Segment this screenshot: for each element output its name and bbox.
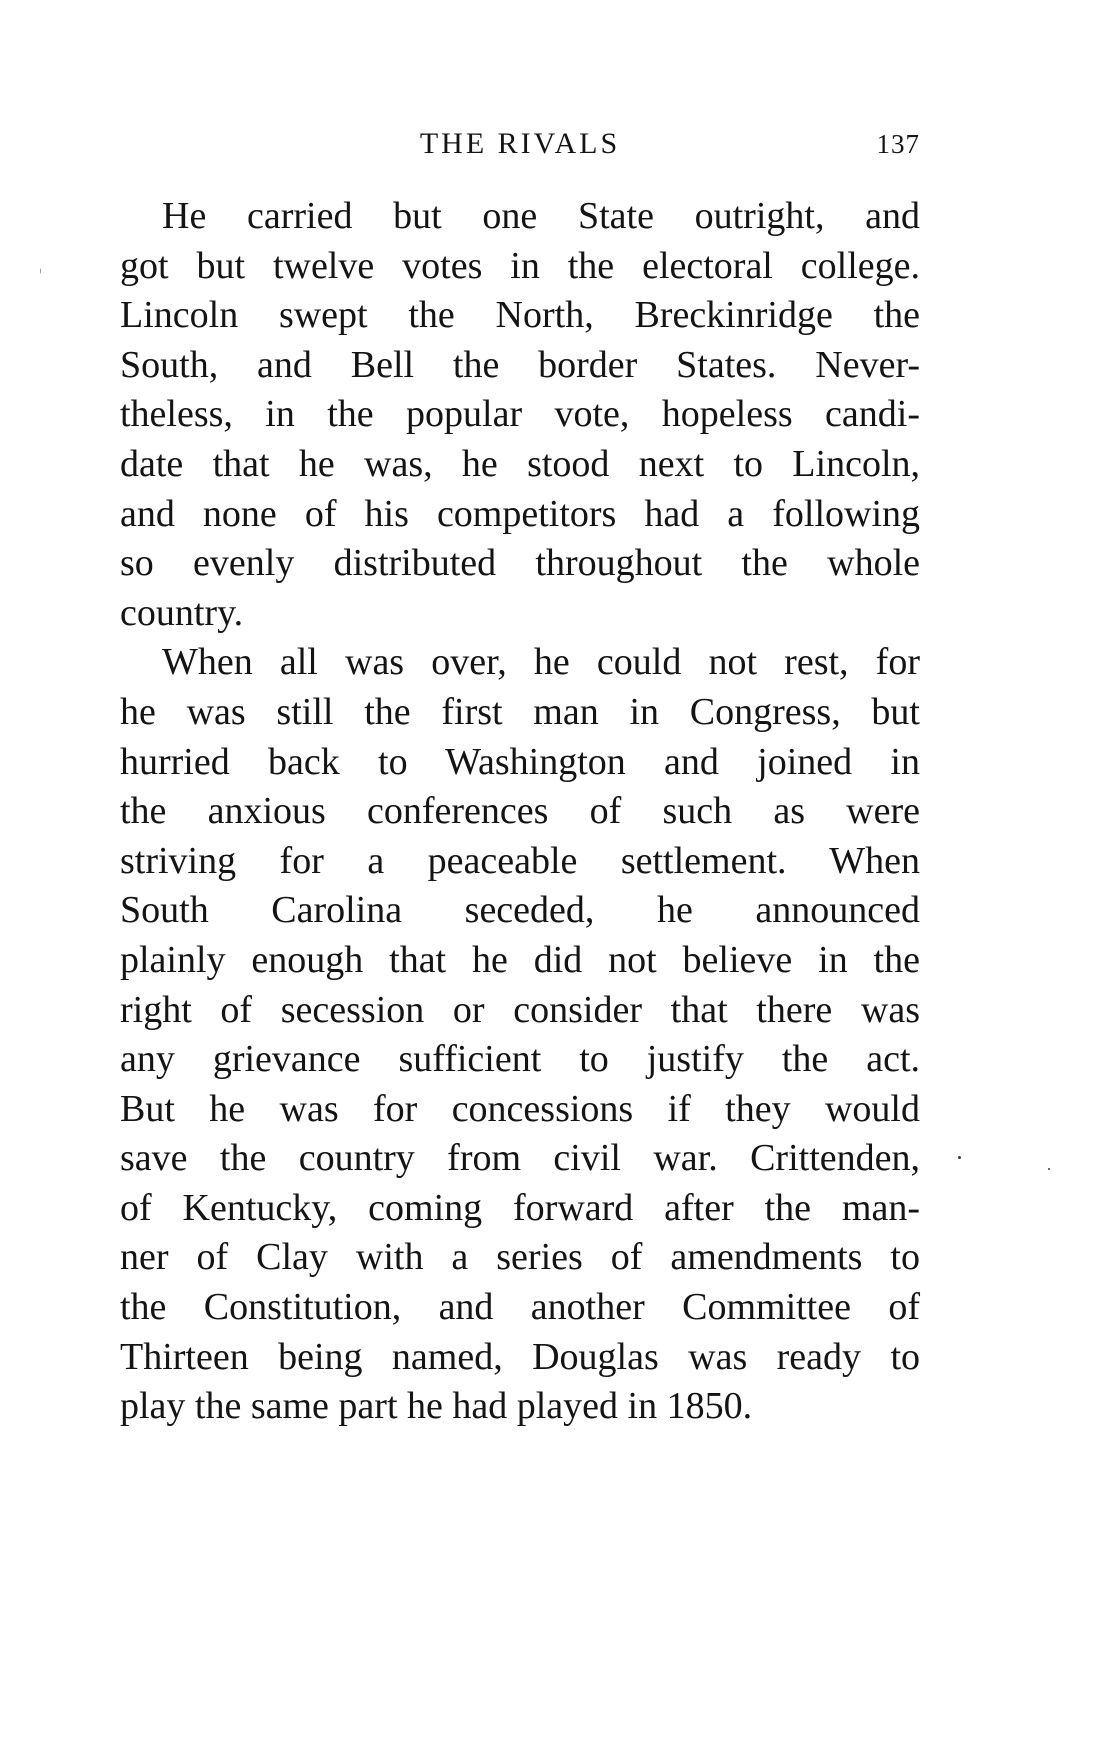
text-line: the Constitution, and another Committee of: [120, 1286, 920, 1329]
text-line: save the country from civil war. Crittenden,: [120, 1137, 920, 1180]
ink-speck: [958, 1156, 961, 1159]
text-line: South Carolina seceded, he announced: [120, 889, 920, 932]
running-head: [120, 124, 920, 164]
ink-speck: [1048, 1168, 1050, 1170]
text-line: But he was for concessions if they would: [120, 1087, 920, 1130]
paragraph-2: [120, 638, 920, 1432]
body-text: [120, 192, 920, 1432]
text-line: date that he was, he stood next to Lincoln,: [120, 442, 920, 485]
text-line: South, and Bell the border States. Never-: [120, 343, 920, 386]
text-line: ner of Clay with a series of amendments to: [120, 1236, 920, 1279]
text-line: Lincoln swept the North, Breckinridge the: [120, 294, 920, 337]
text-line: When all was over, he could not rest, for: [162, 641, 920, 684]
text-line: country.: [120, 591, 244, 634]
text-line: so evenly distributed throughout the whole: [120, 542, 920, 585]
running-title: THE RIVALS: [419, 127, 621, 160]
text-line: theless, in the popular vote, hopeless candi-: [120, 393, 920, 436]
text-line: plainly enough that he did not believe in the: [120, 938, 920, 981]
text-line: hurried back to Washington and joined in: [120, 740, 920, 783]
text-line: any grievance sufficient to justify the act.: [120, 1038, 920, 1081]
text-line: striving for a peaceable settlement. When: [120, 839, 920, 882]
text-line: of Kentucky, coming forward after the man-: [120, 1186, 920, 1229]
text-line: got but twelve votes in the electoral college.: [120, 244, 920, 287]
text-line: right of secession or consider that there was: [120, 988, 920, 1031]
text-line: Thirteen being named, Douglas was ready to: [120, 1335, 920, 1378]
ink-speck: [40, 268, 41, 274]
page-number: 137: [876, 129, 920, 159]
text-line: the anxious conferences of such as were: [120, 790, 920, 833]
paragraph-1: [120, 192, 920, 638]
text-line: and none of his competitors had a following: [120, 492, 920, 535]
text-line: He carried but one State outright, and: [162, 195, 920, 237]
text-line: play the same part he had played in 1850.: [120, 1385, 753, 1428]
text-line: he was still the first man in Congress, but: [120, 690, 920, 733]
